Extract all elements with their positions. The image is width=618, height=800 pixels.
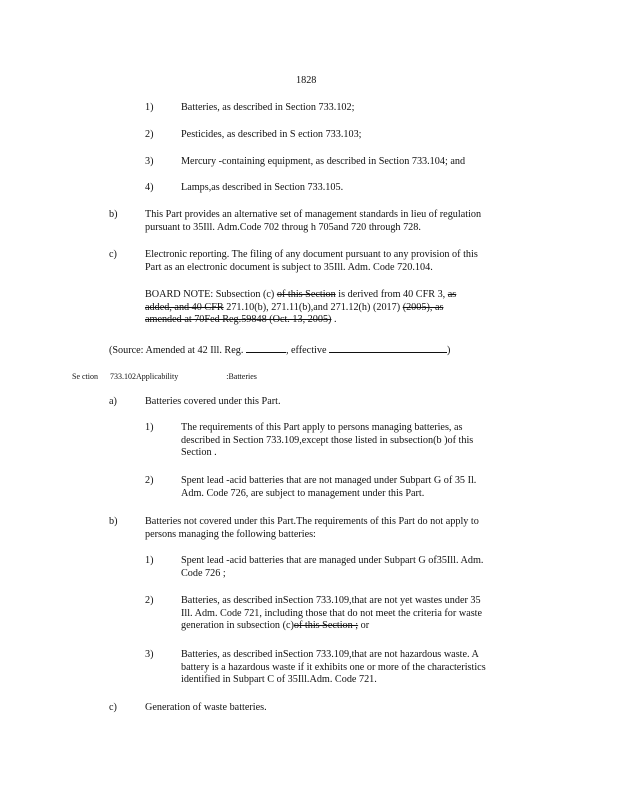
list-text: battery is a hazardous waste if it exhibits one or more of the characteristics <box>181 661 486 673</box>
section-heading-text: 733.102Applicability <box>110 372 179 381</box>
paragraph-label: c) <box>109 249 117 260</box>
paragraph-label: a) <box>109 396 117 407</box>
list-number: 2) <box>145 129 154 140</box>
page-number: 1828 <box>296 75 317 86</box>
list-text: Batteries, as described in Section 733.102; <box>181 102 355 113</box>
paragraph-line: persons managing the following batteries: <box>145 528 316 540</box>
list-text: Adm. Code 726, are subject to management under this Part. <box>181 487 425 499</box>
paragraph-label: b) <box>109 209 118 220</box>
paragraph-line: Batteries covered under this Part. <box>145 396 281 407</box>
list-number: 2) <box>145 595 154 606</box>
list-text: Lamps,as described in Section 733.105. <box>181 182 344 193</box>
list-number: 3) <box>145 649 154 660</box>
deleted-text: as <box>447 289 457 300</box>
paragraph-line: Batteries not covered under this Part.The requirements of this Part do not apply to <box>145 516 479 527</box>
list-text: generation in subsection (c) <box>181 620 294 632</box>
paragraph-line: Part as an electronic document is subject to 35Ill. Adm. Code 720.104. <box>145 261 433 273</box>
section-heading-text: Se ction <box>72 372 98 381</box>
list-number: 1) <box>145 102 154 113</box>
section-heading-text: :Batteries <box>226 372 257 381</box>
list-text: Pesticides, as described in S ection 733.103; <box>181 129 362 140</box>
paragraph-line: Electronic reporting. The filing of any document pursuant to any provision of this <box>145 249 478 260</box>
list-text: Ill. Adm. Code 721, including those that do not meet the criteria for waste <box>181 607 483 619</box>
list-number: 2) <box>145 475 154 486</box>
deleted-text: of this Section <box>276 289 336 300</box>
paragraph-line: Generation of waste batteries. <box>145 702 267 713</box>
deleted-text: added, and 40 CFR <box>145 301 224 313</box>
list-text: Batteries, as described inSection 733.109,that are not hazardous waste. A <box>181 649 479 660</box>
list-text: Spent lead -acid batteries that are managed under Subpart G of35Ill. Adm. <box>181 555 484 566</box>
list-text: Code 726 ; <box>181 567 226 579</box>
paragraph-line: pursuant to 35Ill. Adm.Code 702 throug h 705and 720 through 728. <box>145 221 421 233</box>
list-number: 4) <box>145 182 154 193</box>
blank-line <box>329 343 447 353</box>
source-text: (Source: Amended at 42 Ill. Reg. <box>109 345 244 356</box>
paragraph-line: This Part provides an alternative set of management standards in lieu of regulation <box>145 209 482 220</box>
deleted-text: (2005), as <box>402 301 444 313</box>
board-note-text: is derived from 40 CFR 3, <box>335 289 448 300</box>
list-number: 3) <box>145 156 154 167</box>
source-note <box>109 343 450 358</box>
section-heading <box>72 371 257 384</box>
blank-line <box>246 343 286 353</box>
deleted-text: of this Section ; <box>293 620 359 632</box>
list-text: Section . <box>181 447 217 459</box>
list-text: The requirements of this Part apply to persons managing batteries, as <box>181 422 463 433</box>
board-note-text: BOARD NOTE: Subsection (c) <box>145 289 277 300</box>
board-note-text: 271.10(b), 271.11(b),and 271.12(h) (2017) <box>223 301 403 313</box>
board-note-text: . <box>331 314 337 326</box>
source-text: , effective <box>285 345 327 356</box>
list-text: Spent lead -acid batteries that are not managed under Subpart G of 35 Il. <box>181 475 477 486</box>
source-text: ) <box>447 345 451 356</box>
list-number: 1) <box>145 422 154 433</box>
list-text: Mercury -containing equipment, as described in Section 733.104; and <box>181 156 466 167</box>
list-text: or <box>358 620 370 632</box>
list-number: 1) <box>145 555 154 566</box>
list-text: identified in Subpart C of 35Ill.Adm. Code 721. <box>181 674 377 686</box>
list-text: described in Section 733.109,except those listed in subsection(b )of this <box>181 434 474 446</box>
board-note <box>145 289 565 327</box>
paragraph-label: c) <box>109 702 117 713</box>
paragraph-label: b) <box>109 516 118 527</box>
list-text: Batteries, as described inSection 733.109,that are not yet wastes under 35 <box>181 595 481 606</box>
deleted-text: amended at 70Fed Reg.59848 (Oct. 13, 2005) <box>145 314 332 326</box>
